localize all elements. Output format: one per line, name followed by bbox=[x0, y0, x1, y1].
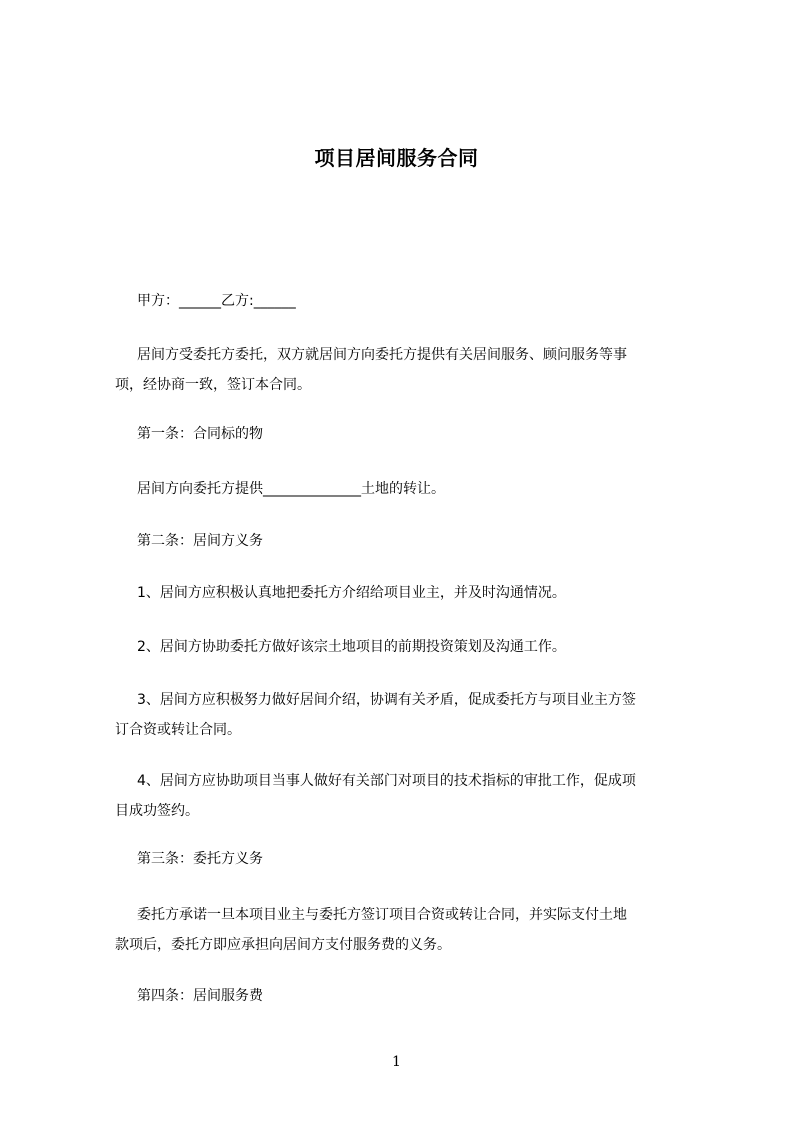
article1-heading: 第一条：合同标的物 bbox=[137, 426, 263, 442]
parties-line: 甲方：______乙方:______ bbox=[137, 293, 296, 309]
article2-item-4-line-1: 4、居间方应协助项目当事人做好有关部门对项目的技术指标的审批工作，促成项 bbox=[137, 773, 636, 789]
intro-line-1: 居间方受委托方委托，双方就居间方向委托方提供有关居间服务、顾问服务等事 bbox=[137, 347, 627, 363]
article3-body bbox=[115, 900, 715, 960]
intro-line-2: 项，经协商一致，签订本合同。 bbox=[115, 377, 311, 393]
article1-body: 居间方向委托方提供______________土地的转让。 bbox=[137, 481, 445, 497]
page-title: 项目居间服务合同 bbox=[314, 146, 479, 170]
article2-item-3 bbox=[115, 685, 715, 745]
article2-item-4-line-2: 目成功签约。 bbox=[115, 803, 199, 819]
page-number: 1 bbox=[392, 1054, 401, 1070]
article3-body-line-2: 款项后，委托方即应承担向居间方支付服务费的义务。 bbox=[115, 937, 451, 953]
article4-heading: 第四条：居间服务费 bbox=[137, 988, 263, 1004]
article2-item-1: 1、居间方应积极认真地把委托方介绍给项目业主，并及时沟通情况。 bbox=[137, 585, 566, 601]
article2-item-4 bbox=[115, 766, 715, 826]
article2-item-2: 2、居间方协助委托方做好该宗土地项目的前期投资策划及沟通工作。 bbox=[137, 639, 566, 655]
article2-item-3-line-2: 订合资或转让合同。 bbox=[115, 722, 241, 738]
article3-heading: 第三条：委托方义务 bbox=[137, 851, 263, 867]
article2-heading: 第二条：居间方义务 bbox=[137, 533, 263, 549]
article3-body-line-1: 委托方承诺一旦本项目业主与委托方签订项目合资或转让合同，并实际支付土地 bbox=[137, 907, 627, 923]
intro-paragraph bbox=[115, 340, 715, 400]
article2-item-3-line-1: 3、居间方应积极努力做好居间介绍，协调有关矛盾，促成委托方与项目业主方签 bbox=[137, 692, 636, 708]
